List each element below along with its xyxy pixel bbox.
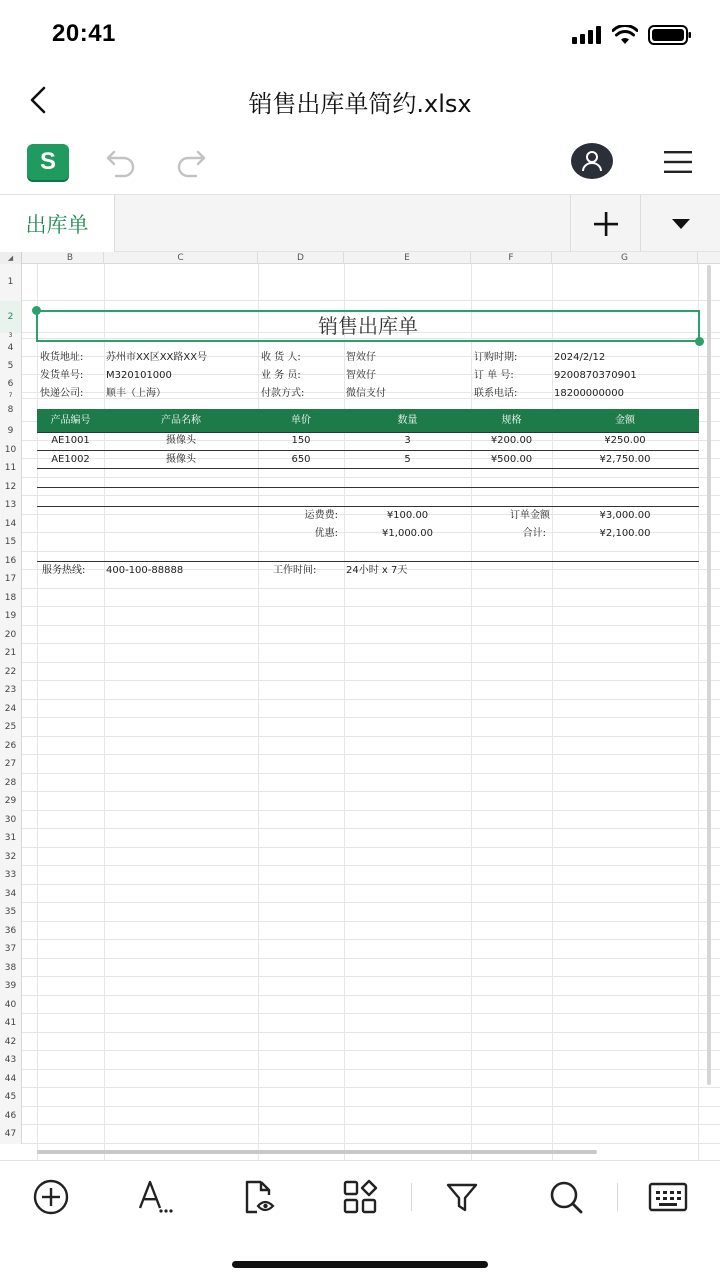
row-header[interactable]: 8 [0,399,22,422]
row-header[interactable]: 12 [0,478,22,496]
row-header[interactable]: 9 [0,422,22,441]
user-avatar[interactable] [571,143,613,179]
column-gridline [471,264,472,1160]
table-border [37,432,699,433]
row-header[interactable]: 29 [0,792,22,811]
search-icon [547,1178,585,1216]
freight-value[interactable]: ¥100.00 [386,510,429,521]
row-header[interactable]: 2 [0,301,22,333]
row-header[interactable]: 25 [0,718,22,737]
cell-label[interactable]: 订 单 号: [474,370,514,381]
select-all-corner[interactable]: ◢ [0,252,22,264]
row-header[interactable]: 5 [0,357,22,375]
table-cell[interactable]: ¥200.00 [490,435,533,446]
row-header[interactable]: 44 [0,1070,22,1089]
row-gridline [22,625,720,626]
row-gridline [22,736,720,737]
row-header[interactable]: 31 [0,829,22,848]
horizontal-scrollbar[interactable] [37,1150,597,1154]
row-header[interactable]: 14 [0,515,22,533]
row-header[interactable]: 42 [0,1033,22,1052]
table-border [37,487,699,488]
total-label[interactable]: 合计: [522,528,546,539]
row-header[interactable]: 1 [0,264,22,301]
row-gridline [22,662,720,663]
row-gridline [22,717,720,718]
discount-value[interactable]: ¥1,000.00 [382,528,433,539]
table-cell[interactable]: AE1001 [51,435,90,446]
table-header-amount[interactable]: 金额 [615,415,635,426]
cell-label[interactable]: 联系电话: [474,388,518,399]
row-header[interactable]: 37 [0,940,22,959]
row-gridline [22,477,720,478]
apps-button[interactable] [340,1179,380,1215]
cell-value[interactable]: 2024/2/12 [554,352,606,363]
cell-label[interactable]: 快递公司: [40,388,84,399]
document-view-icon [239,1178,277,1216]
row-gridline [22,699,720,700]
row-header[interactable]: 21 [0,644,22,663]
row-header[interactable]: 46 [0,1107,22,1126]
cell-value[interactable]: 智效仔 [346,370,376,381]
cell-value[interactable]: 微信支付 [346,388,386,399]
table-header-unit-price[interactable]: 单价 [291,415,311,426]
row-gridline [22,1032,720,1033]
cellular-signal-icon [572,26,602,44]
hotline-label[interactable]: 服务热线: [42,565,86,576]
table-cell[interactable]: 650 [291,454,311,465]
row-gridline [22,810,720,811]
status-bar [0,0,720,70]
insert-button[interactable] [31,1179,71,1215]
menu-button[interactable] [662,148,694,176]
row-header[interactable]: 4 [0,339,22,357]
cell-label[interactable]: 收货地址: [40,352,84,363]
row-header[interactable]: 7 [0,393,22,399]
row-gridline [22,939,720,940]
row-header[interactable]: 38 [0,959,22,978]
grid-apps-icon [341,1178,379,1216]
row-gridline [22,921,720,922]
editor-toolbar [0,132,720,192]
row-header[interactable]: 33 [0,866,22,885]
row-header[interactable]: 45 [0,1088,22,1107]
title-bar [0,70,720,130]
column-gridline [552,264,553,1160]
row-gridline [22,884,720,885]
table-cell[interactable]: 150 [291,435,311,446]
column-header-g[interactable]: G [552,252,698,264]
redo-icon [174,146,208,178]
filter-icon [443,1178,481,1216]
wifi-icon [612,25,638,45]
discount-label[interactable]: 优惠: [314,528,338,539]
search-button[interactable] [546,1179,586,1215]
toolbar-divider [411,1183,412,1211]
order-total-label[interactable]: 订单金额 [510,510,550,521]
row-header[interactable]: 47 [0,1125,22,1144]
title-cell-selected[interactable]: 销售出库单 [36,310,700,342]
add-circle-icon [32,1178,70,1216]
row-gridline [22,865,720,866]
row-header[interactable]: 28 [0,774,22,793]
table-cell[interactable]: 摄像头 [166,454,196,465]
keyboard-button[interactable] [648,1179,688,1215]
row-header[interactable]: 41 [0,1014,22,1033]
spreadsheet-app-icon[interactable]: S [27,144,69,180]
table-cell[interactable]: ¥500.00 [490,454,533,465]
row-header[interactable]: 36 [0,922,22,941]
toolbar-divider [617,1183,618,1211]
row-gridline [22,902,720,903]
row-header[interactable]: 27 [0,755,22,774]
column-gridline [258,264,259,1160]
column-header-d[interactable]: D [258,252,344,264]
row-header[interactable]: 35 [0,903,22,922]
hours-value[interactable]: 24小时 x 7天 [346,565,408,576]
freight-label[interactable]: 运费费: [304,510,338,521]
column-gridline [698,264,699,1160]
table-cell[interactable]: 5 [404,454,411,465]
hours-label[interactable]: 工作时间: [273,565,317,576]
row-gridline [22,773,720,774]
spreadsheet-grid[interactable] [0,252,720,1160]
row-gridline [22,1069,720,1070]
row-gridline [22,995,720,996]
table-header-product-code[interactable]: 产品编号 [50,415,91,426]
row-gridline [22,1087,720,1088]
document-title: 销售出库单简约.xlsx [248,90,472,118]
row-gridline [22,551,720,552]
hamburger-menu-icon [662,148,694,176]
row-header[interactable]: 20 [0,626,22,645]
row-header[interactable]: 18 [0,589,22,608]
row-header[interactable]: 26 [0,737,22,756]
row-gridline [22,754,720,755]
row-gridline [22,791,720,792]
cell-value[interactable]: 18200000000 [554,388,624,399]
cell-value[interactable]: M320101000 [106,370,172,381]
filter-button[interactable] [442,1179,482,1215]
row-header[interactable]: 11 [0,459,22,478]
row-header[interactable]: 16 [0,552,22,570]
row-header[interactable]: 39 [0,977,22,996]
cell-value[interactable]: 9200870370901 [554,370,637,381]
column-header-b[interactable]: B [37,252,104,264]
table-cell[interactable]: 3 [404,435,411,446]
sheet-tab-active[interactable]: 出库单 [0,195,115,252]
row-gridline [22,828,720,829]
table-border [37,468,699,469]
row-header[interactable]: 24 [0,700,22,719]
row-header[interactable]: 13 [0,496,22,515]
row-header[interactable]: 32 [0,848,22,867]
total-value[interactable]: ¥2,100.00 [599,528,651,539]
row-header[interactable]: 6 [0,375,22,393]
home-indicator [232,1261,488,1268]
sheet-list-dropdown[interactable] [640,195,720,252]
table-cell[interactable]: ¥2,750.00 [599,454,651,465]
order-total-value[interactable]: ¥3,000.00 [599,510,651,521]
row-gridline [22,495,720,496]
row-gridline [22,1013,720,1014]
row-gridline [22,606,720,607]
row-gridline [22,1106,720,1107]
table-header-quantity[interactable]: 数量 [397,415,418,426]
row-header[interactable]: 19 [0,607,22,626]
row-header[interactable]: 40 [0,996,22,1015]
row-header[interactable]: 23 [0,681,22,700]
undo-button[interactable] [104,146,138,178]
table-header-product-name[interactable]: 产品名称 [161,415,201,426]
row-header[interactable]: 43 [0,1051,22,1070]
row-header[interactable]: 34 [0,885,22,904]
cell-label[interactable]: 收 货 人: [261,352,301,363]
row-header[interactable]: 15 [0,533,22,552]
cell-label[interactable]: 业 务 员: [261,370,301,381]
row-gridline [22,643,720,644]
table-cell[interactable]: 摄像头 [166,435,196,446]
cell-label[interactable]: 订购时期: [474,352,518,363]
row-gridline [22,680,720,681]
cell-value[interactable]: 智效仔 [346,352,376,363]
row-gridline [22,1143,720,1144]
row-gridline [22,1050,720,1051]
cell-value[interactable]: 苏州市XX区XX路XX号 [106,352,208,363]
row-gridline [22,588,720,589]
table-border [37,450,699,451]
battery-icon [648,25,692,45]
row-gridline [22,847,720,848]
column-header-e[interactable]: E [344,252,471,264]
table-cell[interactable]: ¥250.00 [604,435,646,446]
selection-handle-start[interactable] [32,306,41,315]
caret-down-icon [671,218,691,230]
bottom-toolbar [0,1160,720,1230]
add-sheet-button[interactable] [570,195,640,252]
row-header[interactable]: 22 [0,663,22,682]
column-gridline [37,264,38,1160]
row-gridline [22,1124,720,1125]
row-gridline [22,958,720,959]
user-icon [580,149,604,173]
row-header[interactable]: 3 [0,333,22,339]
column-header-f[interactable]: F [471,252,552,264]
status-icons [572,24,692,46]
cell-label[interactable]: 付款方式: [261,388,305,399]
selection-handle-end[interactable] [695,337,704,346]
plus-icon [592,210,620,238]
column-header-bar [0,252,720,264]
hotline-value[interactable]: 400-100-88888 [106,565,184,576]
row-header[interactable]: 10 [0,441,22,459]
keyboard-icon [648,1180,688,1214]
sheet-tab-bar [0,194,720,252]
cell-label[interactable]: 发货单号: [40,370,84,381]
redo-button[interactable] [174,146,208,178]
column-gridline [104,264,105,1160]
row-header[interactable]: 30 [0,811,22,830]
text-format-icon [134,1178,174,1216]
row-header[interactable]: 17 [0,570,22,589]
view-mode-button[interactable] [238,1179,278,1215]
table-cell[interactable]: AE1002 [51,454,90,465]
table-header-spec[interactable]: 规格 [501,415,522,426]
cell-value[interactable]: 顺丰（上海） [106,388,166,399]
row-gridline [22,976,720,977]
column-gridline [344,264,345,1160]
vertical-scrollbar[interactable] [707,265,711,1085]
column-header-c[interactable]: C [104,252,258,264]
undo-icon [104,146,138,178]
row-gridline [22,300,720,301]
status-time: 20:41 [52,20,116,47]
text-format-button[interactable] [134,1179,174,1215]
